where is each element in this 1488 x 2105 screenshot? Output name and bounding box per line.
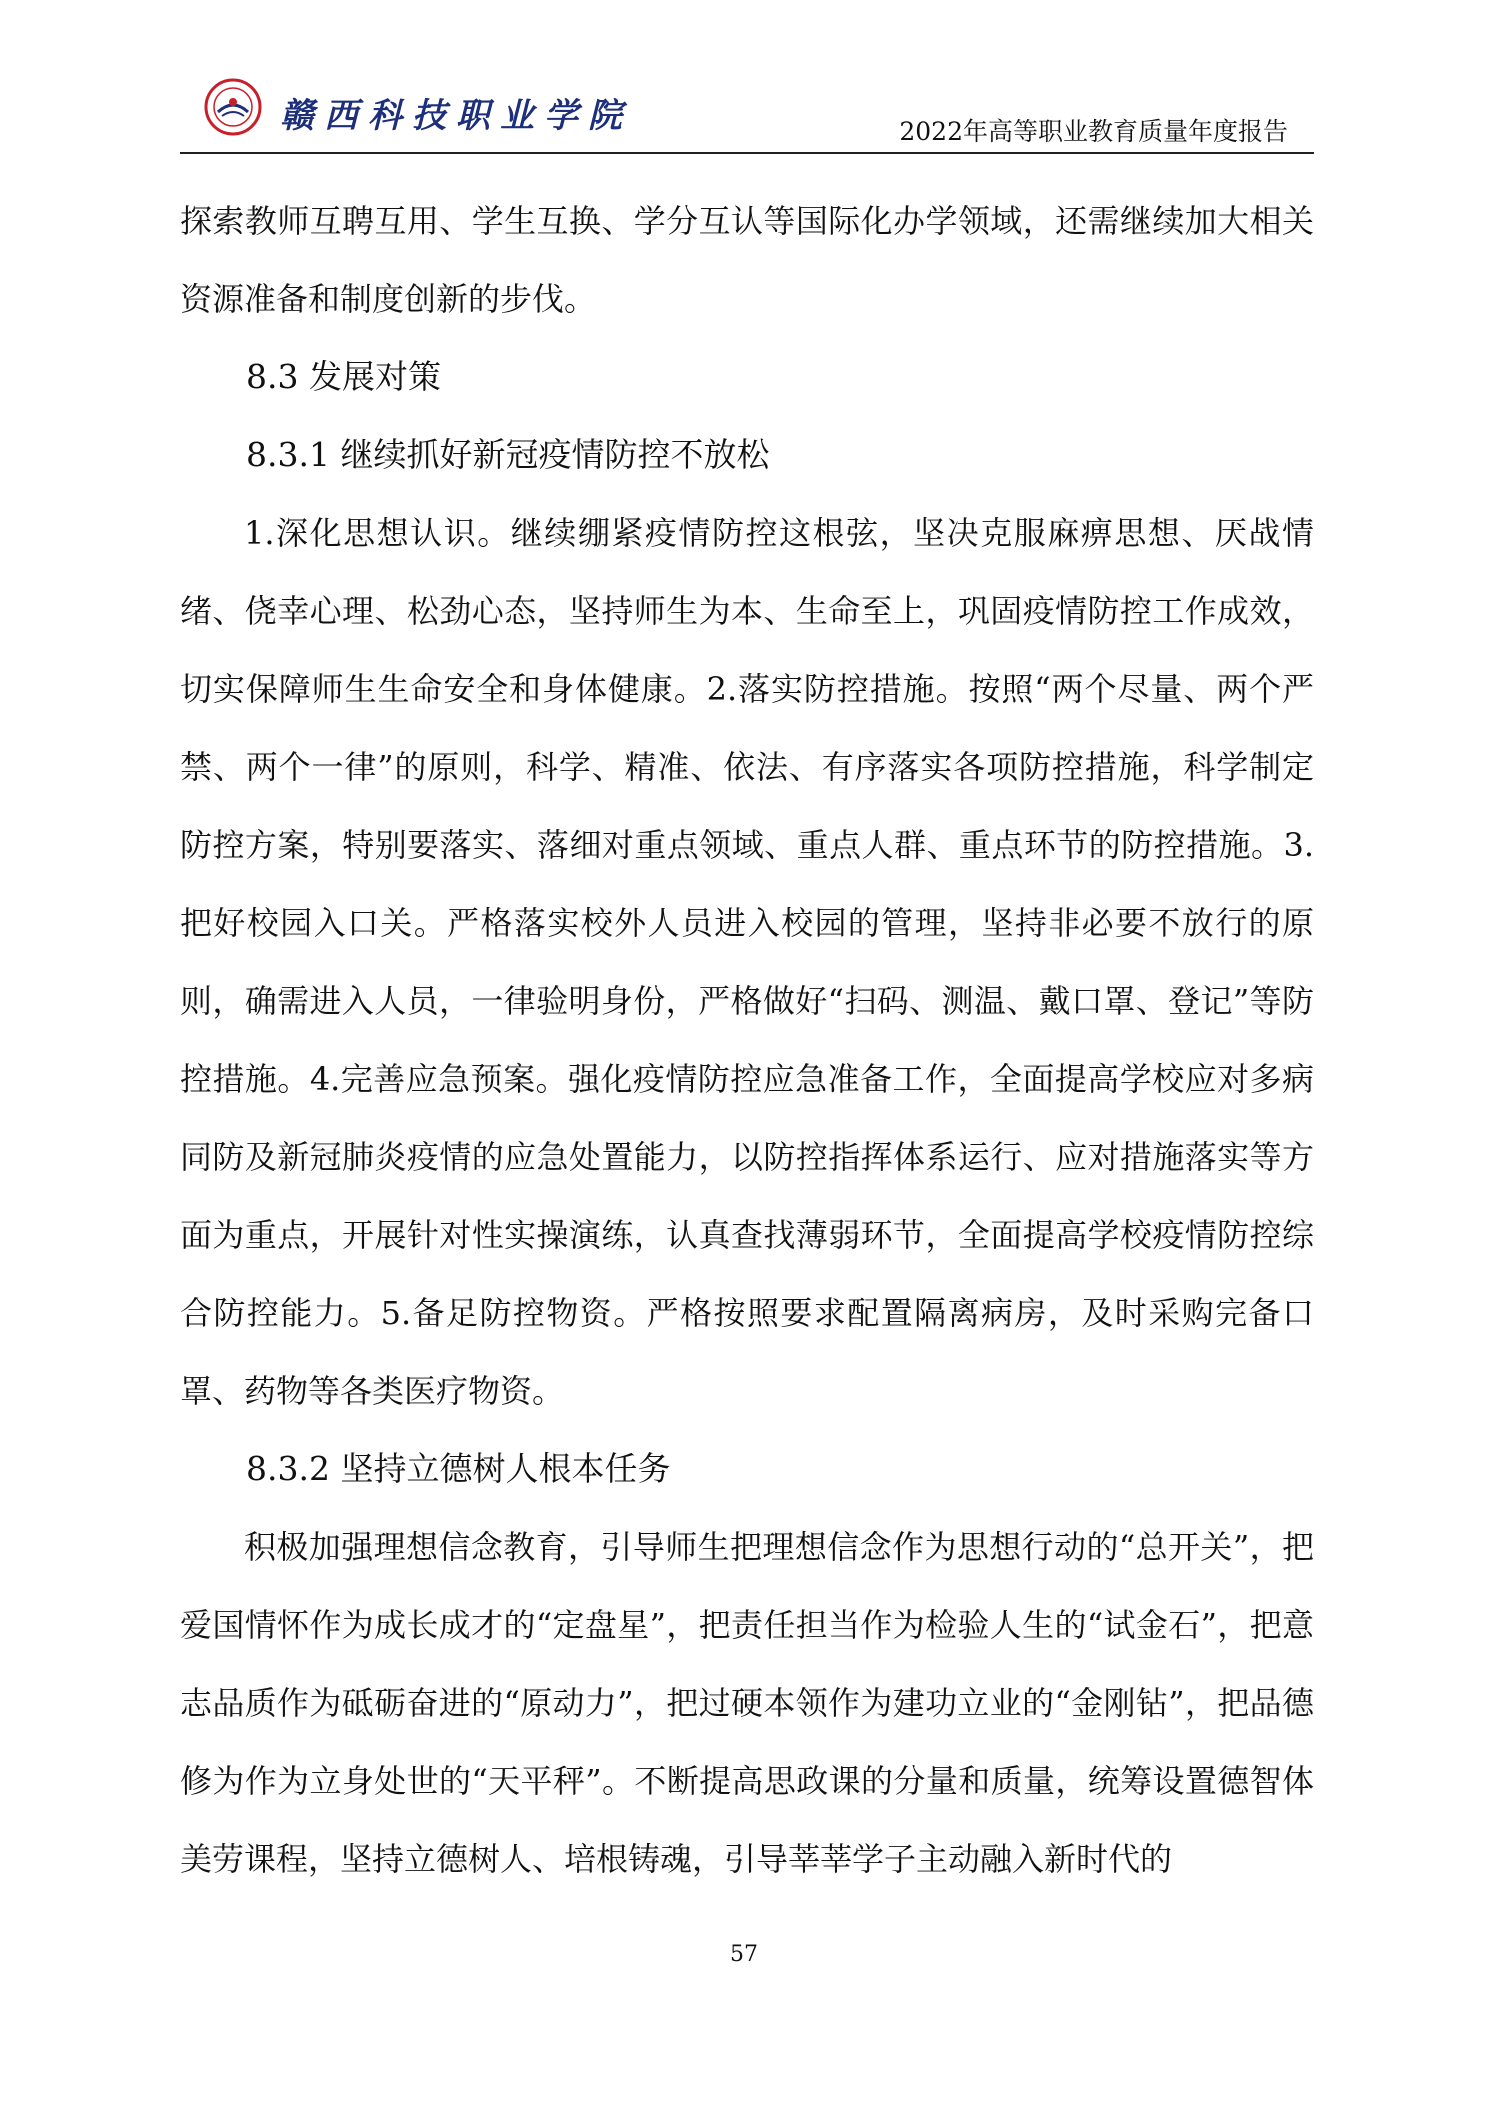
- college-seal-icon: [204, 78, 262, 136]
- paragraph-epidemic-control: 1.深化思想认识。继续绷紧疫情防控这根弦，坚决克服麻痹思想、厌战情绪、侥幸心理、松劲心态，坚持师生为本、生命至上，巩固疫情防控工作成效，切实保障师生生命安全和身体健康。2.落实防控措施。按照“两个尽量、两个严禁、两个一律”的原则，科学、精准、依法、有序落实各项防控措施，科学制定防控方案，特别要落实、落细对重点领域、重点人群、重点环节的防控措施。3.把好校园入口关。严格落实校外人员进入校园的管理，坚持非必要不放行的原则，确需进入人员，一律验明身份，严格做好“扫码、测温、戴口罩、登记”等防控措施。4.完善应急预案。强化疫情防控应急准备工作，全面提高学校应对多病同防及新冠肺炎疫情的应急处置能力，以防控指挥体系运行、应对措施落实等方面为重点，开展针对性实操演练，认真查找薄弱环节，全面提高学校疫情防控综合防控能力。5.备足防控物资。严格按照要求配置隔离病房，及时采购完备口罩、药物等各类医疗物资。: [180, 514, 1314, 1410]
- document-body: [180, 182, 1314, 1898]
- subsection-heading-8-3-1: 8.3.1 继续抓好新冠疫情防控不放松: [246, 435, 770, 474]
- page-number: 57: [730, 1942, 758, 1967]
- institution-name: 赣西科技职业学院: [280, 96, 632, 136]
- subsection-heading-8-3-2: 8.3.2 坚持立德树人根本任务: [246, 1449, 671, 1488]
- paragraph-moral-education: 积极加强理想信念教育，引导师生把理想信念作为思想行动的“总开关”，把爱国情怀作为成长成才的“定盘星”，把责任担当作为检验人生的“试金石”，把意志品质作为砥砺奋进的“原动力”，把过硬本领作为建功立业的“金刚钻”，把品德修为作为立身处世的“天平秤”。不断提高思政课的分量和质量，统筹设置德智体美劳课程，坚持立德树人、培根铸魂，引导莘莘学子主动融入新时代的: [180, 1528, 1314, 1878]
- page-header: [180, 70, 1314, 154]
- section-heading-8-3: 8.3 发展对策: [246, 357, 441, 396]
- report-title: 2022年高等职业教育质量年度报告: [899, 117, 1288, 146]
- paragraph-intro: 探索教师互聘互用、学生互换、学分互认等国际化办学领域，还需继续加大相关资源准备和制度创新的步伐。: [180, 202, 1314, 318]
